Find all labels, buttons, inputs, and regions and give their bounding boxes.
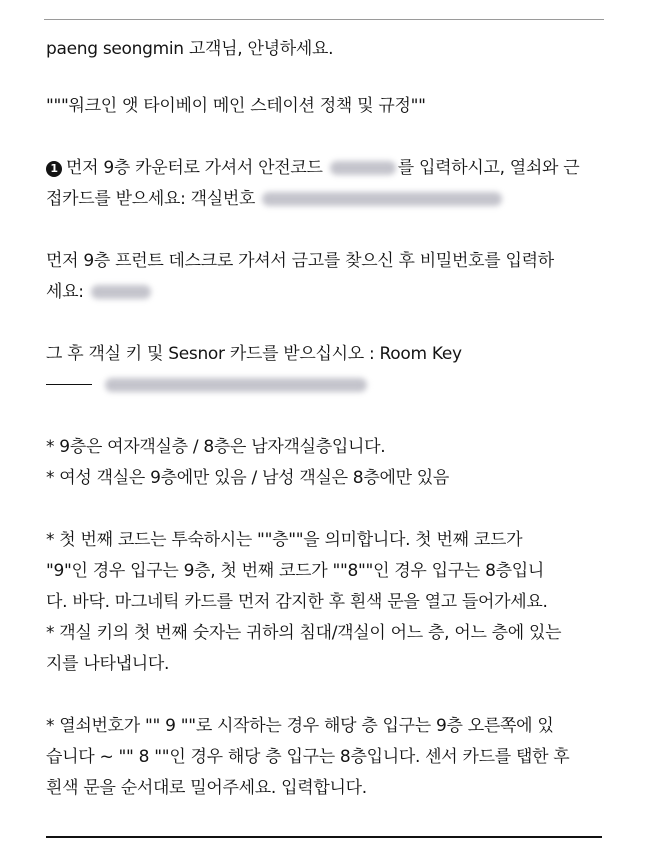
redacted-safety-code xyxy=(330,161,396,175)
redacted-password xyxy=(91,285,151,299)
step1-room-label: 접카드를 받으세요: 객실번호 xyxy=(46,189,256,209)
step2-line1: 먼저 9층 프런트 데스크로 가셔서 금고를 찾으신 후 비밀번호를 입력하 xyxy=(46,251,554,271)
email-body xyxy=(46,34,618,804)
underline-dash xyxy=(46,384,92,385)
note-code-3: 다. 바닥. 마그네틱 카드를 먼저 감지한 후 흰색 문을 열고 들어가세요. xyxy=(46,592,548,612)
note-floor-1: * 9층은 여자객실층 / 8층은 남자객실층입니다. xyxy=(46,437,386,457)
note-code-4: * 객실 키의 첫 번째 숫자는 귀하의 침대/객실이 어느 층, 어느 층에 있는 xyxy=(46,623,562,643)
step3-line2 xyxy=(46,370,618,401)
step2-line2 xyxy=(46,277,618,308)
step1-line1 xyxy=(46,153,618,184)
top-divider xyxy=(44,19,604,20)
step1-text-before: 먼저 9층 카운터로 가셔서 안전코드 xyxy=(66,158,323,178)
note-key-3: 흰색 문을 순서대로 밀어주세요. 입력합니다. xyxy=(46,778,367,798)
note-key-2: 습니다 ~ "" 8 ""인 경우 해당 층 입구는 8층입니다. 센서 카드를 탭한 후 xyxy=(46,747,570,767)
policy-title: """워크인 앳 타이베이 메인 스테이션 정책 및 규정"" xyxy=(46,96,426,116)
note-code-1: * 첫 번째 코드는 투숙하시는 ""층""을 의미합니다. 첫 번째 코드가 xyxy=(46,530,523,550)
bottom-divider xyxy=(46,836,602,838)
step-number-badge: 1 xyxy=(46,161,62,177)
redacted-room-number xyxy=(262,192,502,206)
note-code-2: "9"인 경우 입구는 9층, 첫 번째 코드가 ""8""인 경우 입구는 8층입니 xyxy=(46,561,545,581)
note-code-5: 지를 나타냅니다. xyxy=(46,654,170,674)
redacted-room-key xyxy=(105,378,367,392)
step1-text-after: 를 입력하시고, 열쇠와 근 xyxy=(397,158,580,178)
step2-password-label: 세요: xyxy=(46,282,84,302)
step3-line1: 그 후 객실 키 및 Sesnor 카드를 받으십시오 : Room Key xyxy=(46,344,462,364)
greeting: paeng seongmin 고객님, 안녕하세요. xyxy=(46,39,334,59)
note-key-1: * 열쇠번호가 "" 9 ""로 시작하는 경우 해당 층 입구는 9층 오른쪽에 있 xyxy=(46,716,554,736)
step1-line2 xyxy=(46,184,618,215)
note-floor-2: * 여성 객실은 9층에만 있음 / 남성 객실은 8층에만 있음 xyxy=(46,468,450,488)
